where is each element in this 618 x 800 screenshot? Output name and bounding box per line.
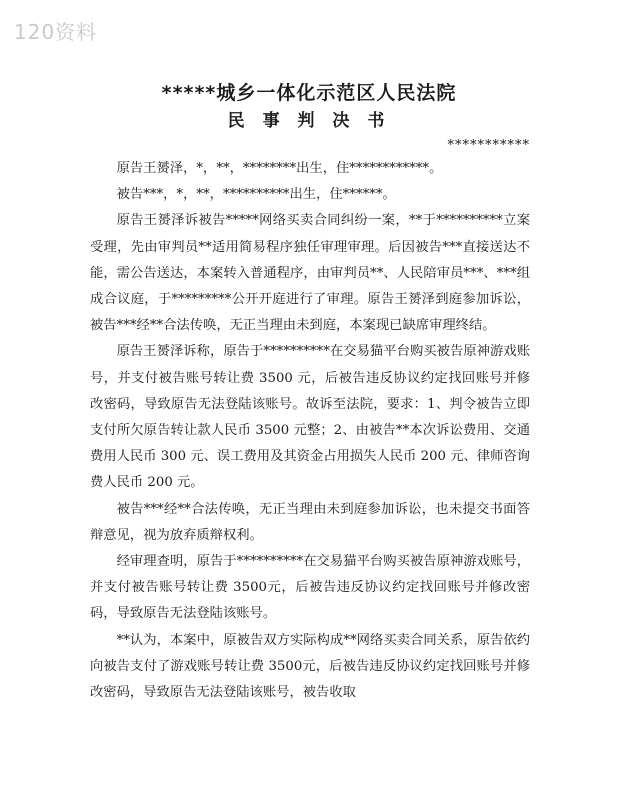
- paragraph-facts-found: 经审理查明，原告于**********在交易猫平台购买被告原神游戏账号，并支付被告账号转让费 3500元，后被告违反协议约定找回账号并修改密码，导致原告无法登陆该账号。: [90, 554, 530, 622]
- court-name-title: *****城乡一体化示范区人民法院: [161, 82, 457, 104]
- paragraph-court-opinion: **认为，本案中，原被告双方实际构成**网络买卖合同关系，原告依约向被告支付了游戏账号转让费 3500元，后被告违反协议约定找回账号并修改密码，导致原告无法登陆该账号，被告收取: [90, 632, 530, 701]
- watermark: 120资料: [14, 20, 98, 44]
- paragraph-plaintiff: 原告王赟泽，*，**，********出生，住************。: [116, 161, 443, 176]
- paragraph-defendant-absence: 被告***经**合法传唤，无正当理由未到庭参加诉讼，也未提交书面答辩意见，视为放弃质辩权利。: [90, 501, 530, 543]
- document-type-title: 民 事 判 决 书: [227, 111, 391, 131]
- judgment-body: [90, 156, 530, 706]
- paragraph-defendant: 被告***，*，**，**********出生，住******。: [116, 187, 396, 203]
- paragraph-case-intro: 原告王赟泽诉被告*****网络买卖合同纠纷一案，**于**********立案受理，先由审判员**适用简易程序独任审理审理。后因被告***直接送达不能，需公告送达，本案转入普通程序，由审判员**、人民陪审员***、***组成合议庭，于*********公开开庭进行了审理。原告王赟泽到庭参加诉讼，被告***经**合法传唤，无正当理由未到庭，本案现已缺席审理终结。: [90, 213, 530, 334]
- case-number: ***********: [447, 138, 530, 153]
- paragraph-plaintiff-claims: 原告王赟泽诉称，原告于**********在交易猫平台购买被告原神游戏账号，并支付被告账号转让费 3500 元，后被告违反协议约定找回账号并修改密码，导致原告无法登陆该账号。故诉至法院，要求：1、判令被告立即支付所欠原告转让款人民币 3500 元整；2、由被告**本次诉讼费用、交通费用人民币 300 元、误工费用及其资金占用损失人民币 200 元、律师咨询费人民币 200 元。: [90, 344, 530, 491]
